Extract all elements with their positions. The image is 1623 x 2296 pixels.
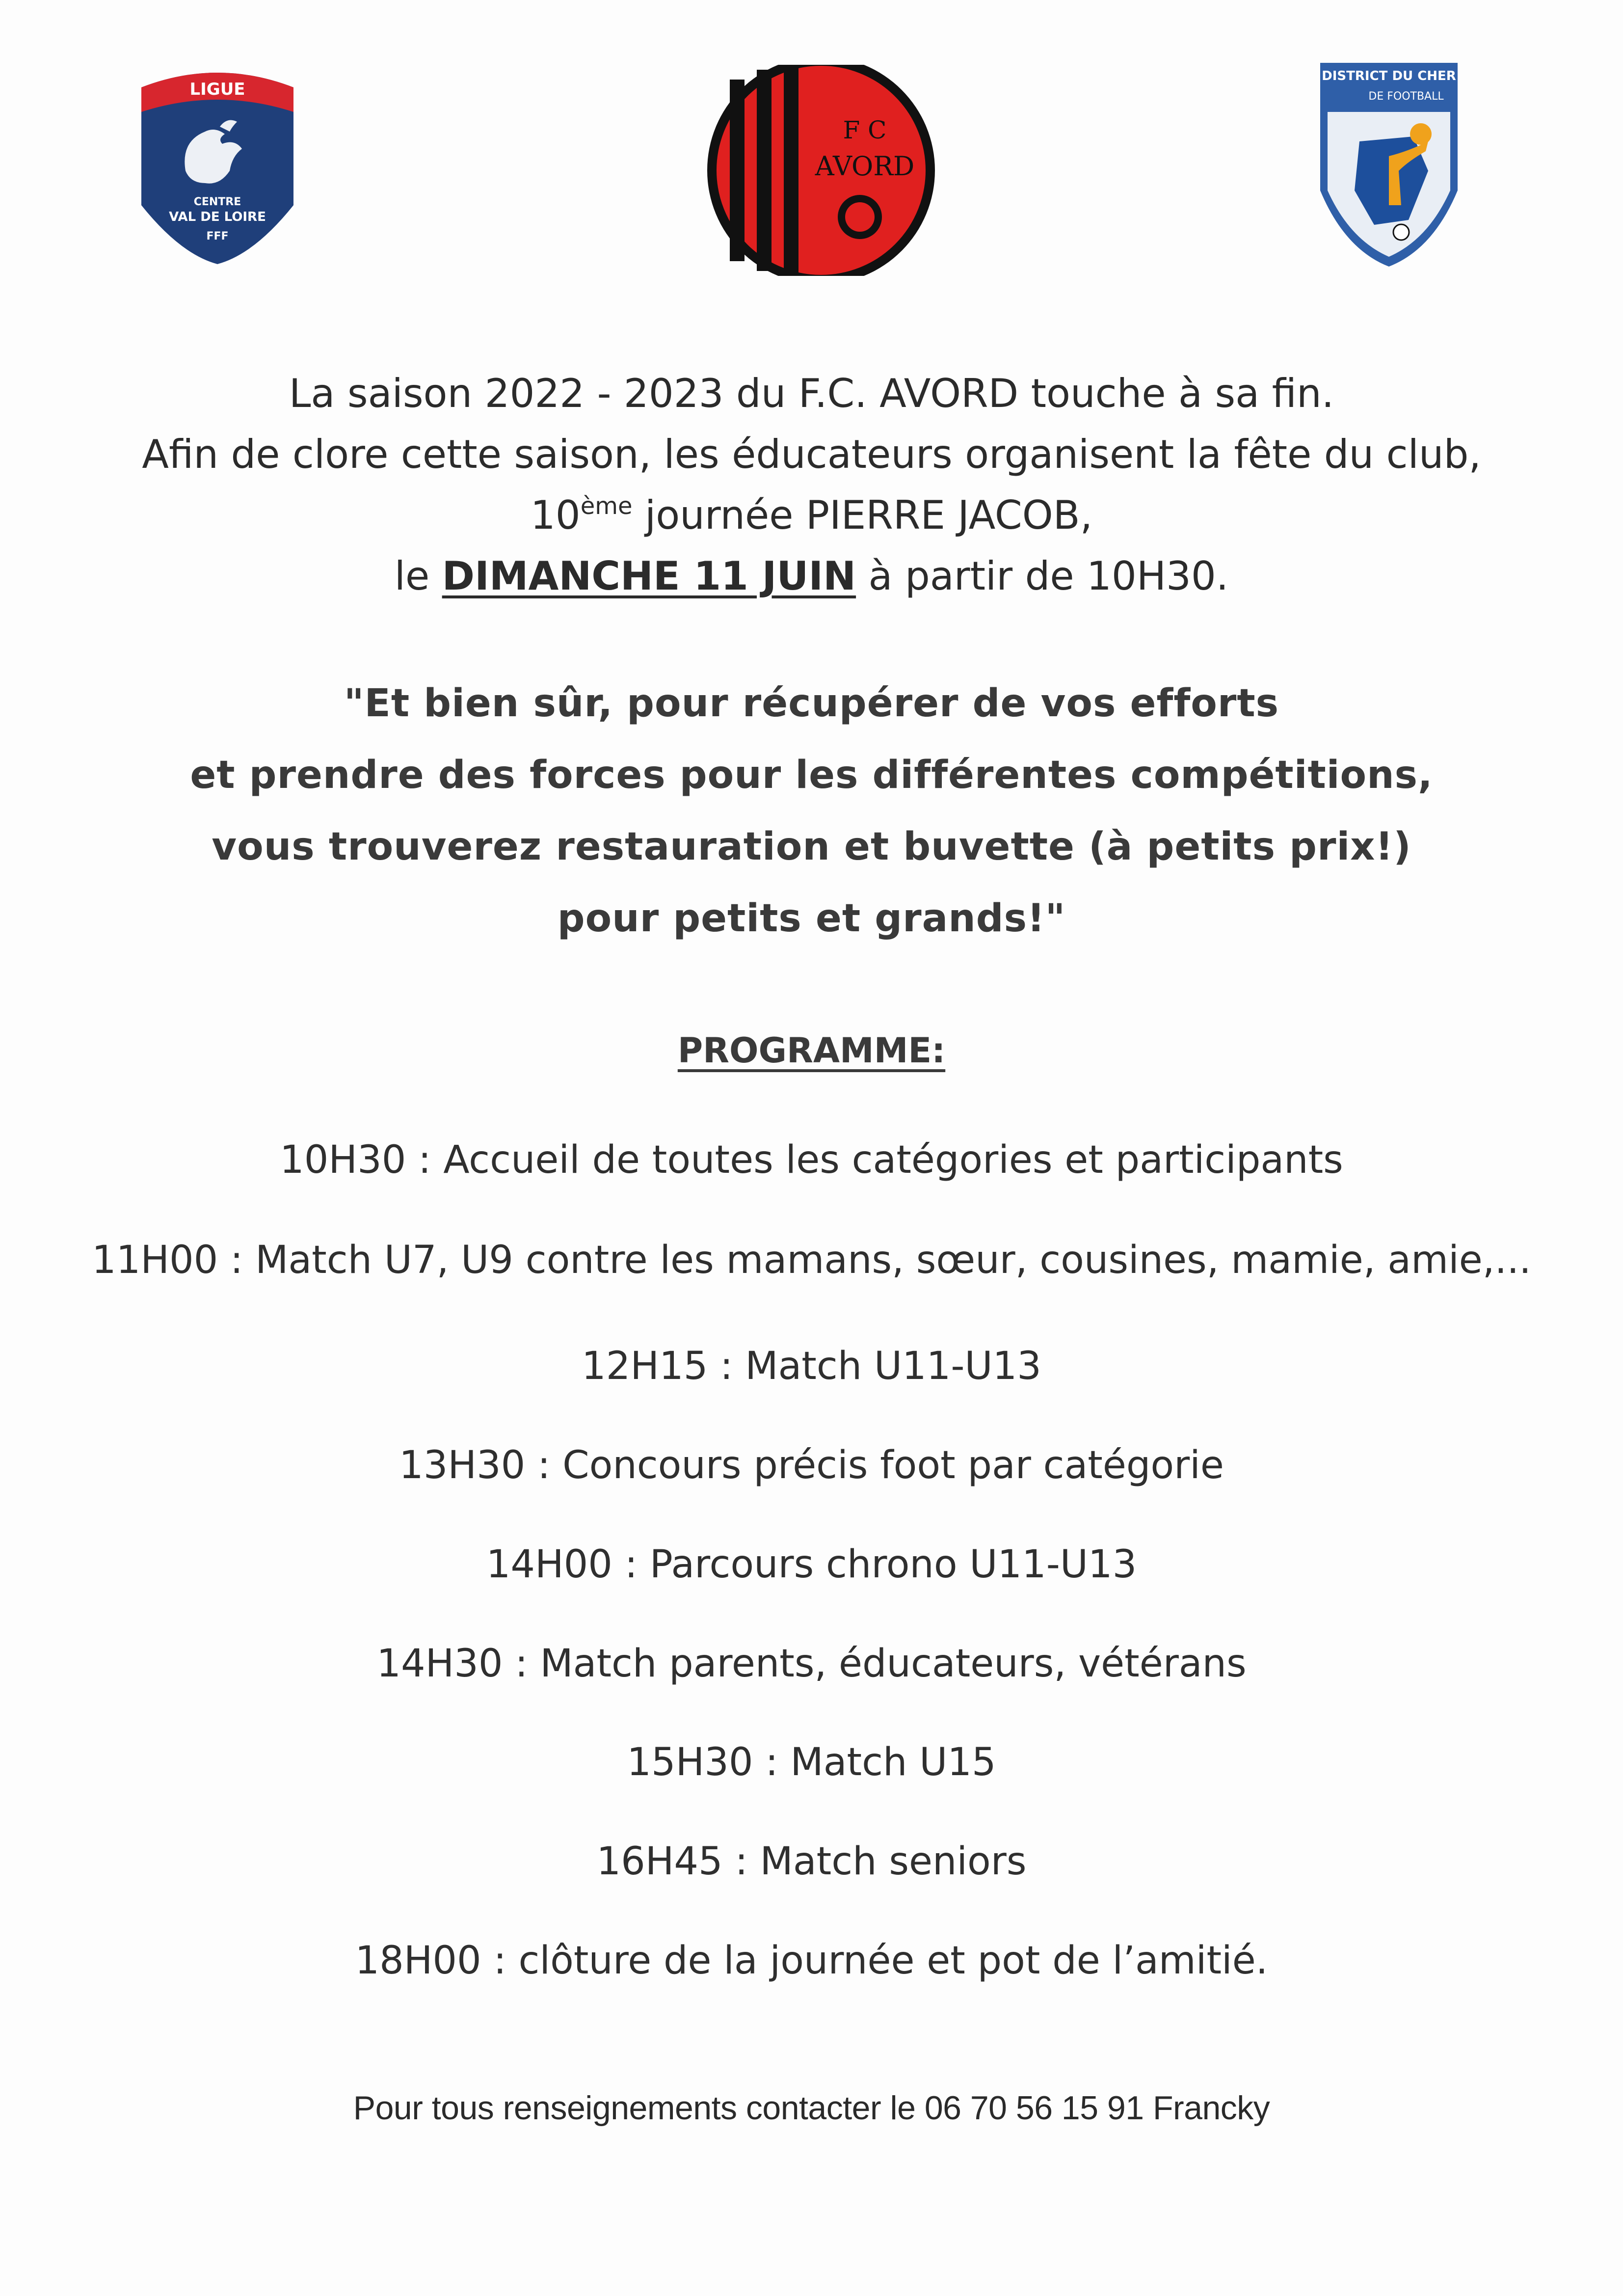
ligue-top-text: LIGUE: [189, 80, 245, 99]
district-line1: DISTRICT DU CHER: [1322, 69, 1456, 83]
quote-line-3: vous trouverez restauration et buvette (à petits prix!): [212, 825, 1411, 869]
fc-line1: F C: [843, 116, 887, 144]
programme-item: 13H30 : Concours précis foot par catégorie: [399, 1443, 1224, 1487]
intro-line-4: [0, 546, 1623, 607]
ligue-line1: CENTRE: [193, 196, 241, 208]
intro-line-2: Afin de clore cette saison, les éducateurs organisent la fête du club,: [142, 432, 1481, 477]
fc-line2: AVORD: [815, 151, 915, 182]
quote-line-1: "Et bien sûr, pour récupérer de vos efforts: [344, 681, 1279, 726]
programme-title: PROGRAMME:: [677, 1030, 946, 1071]
date-suffix: à partir de 10H30.: [856, 553, 1229, 599]
district-line2: DE FOOTBALL: [1368, 90, 1444, 103]
ligue-line3: FFF: [206, 230, 229, 243]
edition-number: 10: [530, 492, 581, 538]
intro-line-3: [0, 485, 1623, 546]
programme-item: 11H00 : Match U7, U9 contre les mamans, sœur, cousines, mamie, amie,...: [92, 1238, 1531, 1282]
edition-superscript: ème: [580, 492, 633, 520]
programme-item: 14H30 : Match parents, éducateurs, vétérans: [376, 1642, 1247, 1686]
ligue-centre-val-de-loire-logo: [132, 58, 303, 269]
programme-item: 18H00 : clôture de la journée et pot de l’amitié.: [355, 1939, 1268, 1983]
quote-line-4: pour petits et grands!": [557, 896, 1066, 941]
programme-item: 15H30 : Match U15: [627, 1740, 996, 1784]
contact-footer: Pour tous renseignements contacter le 06 70 56 15 91 Francky: [353, 2089, 1270, 2127]
ligue-line2: VAL DE LOIRE: [169, 210, 266, 224]
event-date: DIMANCHE 11 JUIN: [442, 553, 856, 599]
fc-avord-logo: [703, 65, 939, 276]
district-du-cher-logo: [1315, 58, 1463, 269]
district-logo-graphic: [1315, 58, 1463, 269]
date-prefix: le: [394, 553, 442, 599]
programme-item: 14H00 : Parcours chrono U11-U13: [486, 1542, 1137, 1587]
fc-avord-logo-graphic: [703, 65, 939, 276]
intro-line-1: La saison 2022 - 2023 du F.C. AVORD touche à sa fin.: [289, 371, 1334, 416]
programme-item: 12H15 : Match U11-U13: [582, 1344, 1041, 1388]
ligue-logo-graphic: [132, 58, 303, 269]
edition-title: journée PIERRE JACOB,: [632, 492, 1093, 538]
programme-item: 10H30 : Accueil de toutes les catégories et participants: [280, 1138, 1343, 1182]
programme-item: 16H45 : Match seniors: [596, 1839, 1027, 1884]
quote-line-2: et prendre des forces pour les différentes compétitions,: [190, 753, 1433, 797]
